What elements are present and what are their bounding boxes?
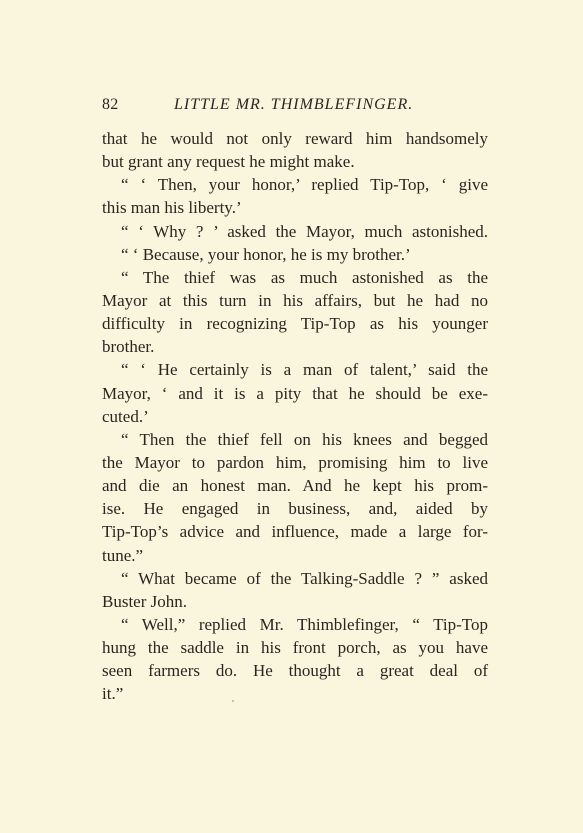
text-line: “ The thief was as much astonished as the: [121, 267, 488, 287]
text-line: “ ‘ Why ? ’ asked the Mayor, much astonished.: [121, 221, 488, 241]
text-line: ise. He engaged in business, and, aided by: [102, 499, 488, 519]
text-line: “ What became of the Talking-Saddle ? ” asked: [121, 568, 488, 588]
running-title: LITTLE MR. THIMBLEFINGER.: [174, 96, 414, 113]
text-line: “ ‘ He certainly is a man of talent,’ said the: [121, 360, 488, 380]
text-line: “ ‘ Because, your honor, he is my brother.’: [121, 244, 411, 264]
page-number: 82: [102, 96, 119, 113]
text-line: Mayor at this turn in his affairs, but he had no: [102, 290, 488, 310]
text-line: Tip-Top’s advice and influence, made a large for-: [102, 522, 488, 542]
body-text: [102, 127, 488, 706]
text-line: “ Then the thief fell on his knees and begged: [121, 429, 488, 449]
text-line: “ Well,” replied Mr. Thimblefinger, “ Tip-Top: [121, 614, 488, 634]
text-line: Buster John.: [102, 591, 187, 611]
text-line: but grant any request he might make.: [102, 152, 355, 172]
text-line: that he would not only reward him handsomely: [102, 129, 488, 148]
text-line: Mayor, ‘ and it is a pity that he should be exe-: [102, 383, 488, 403]
text-line: tune.”: [102, 545, 144, 565]
text-line: difficulty in recognizing Tip-Top as his younger: [102, 314, 488, 334]
text-line: this man his liberty.’: [102, 198, 242, 218]
text-line: “ ‘ Then, your honor,’ replied Tip-Top, ‘ give: [121, 175, 488, 195]
text-line: cuted.’: [102, 406, 149, 426]
text-line: brother.: [102, 337, 155, 357]
running-head: [102, 96, 488, 118]
paper-speck: [232, 700, 234, 702]
text-line: seen farmers do. He thought a great deal of: [102, 661, 488, 681]
text-line: hung the saddle in his front porch, as you have: [102, 638, 488, 658]
text-line: it.”: [102, 684, 124, 704]
text-line: the Mayor to pardon him, promising him to live: [102, 452, 488, 472]
text-line: and die an honest man. And he kept his prom-: [102, 476, 488, 496]
